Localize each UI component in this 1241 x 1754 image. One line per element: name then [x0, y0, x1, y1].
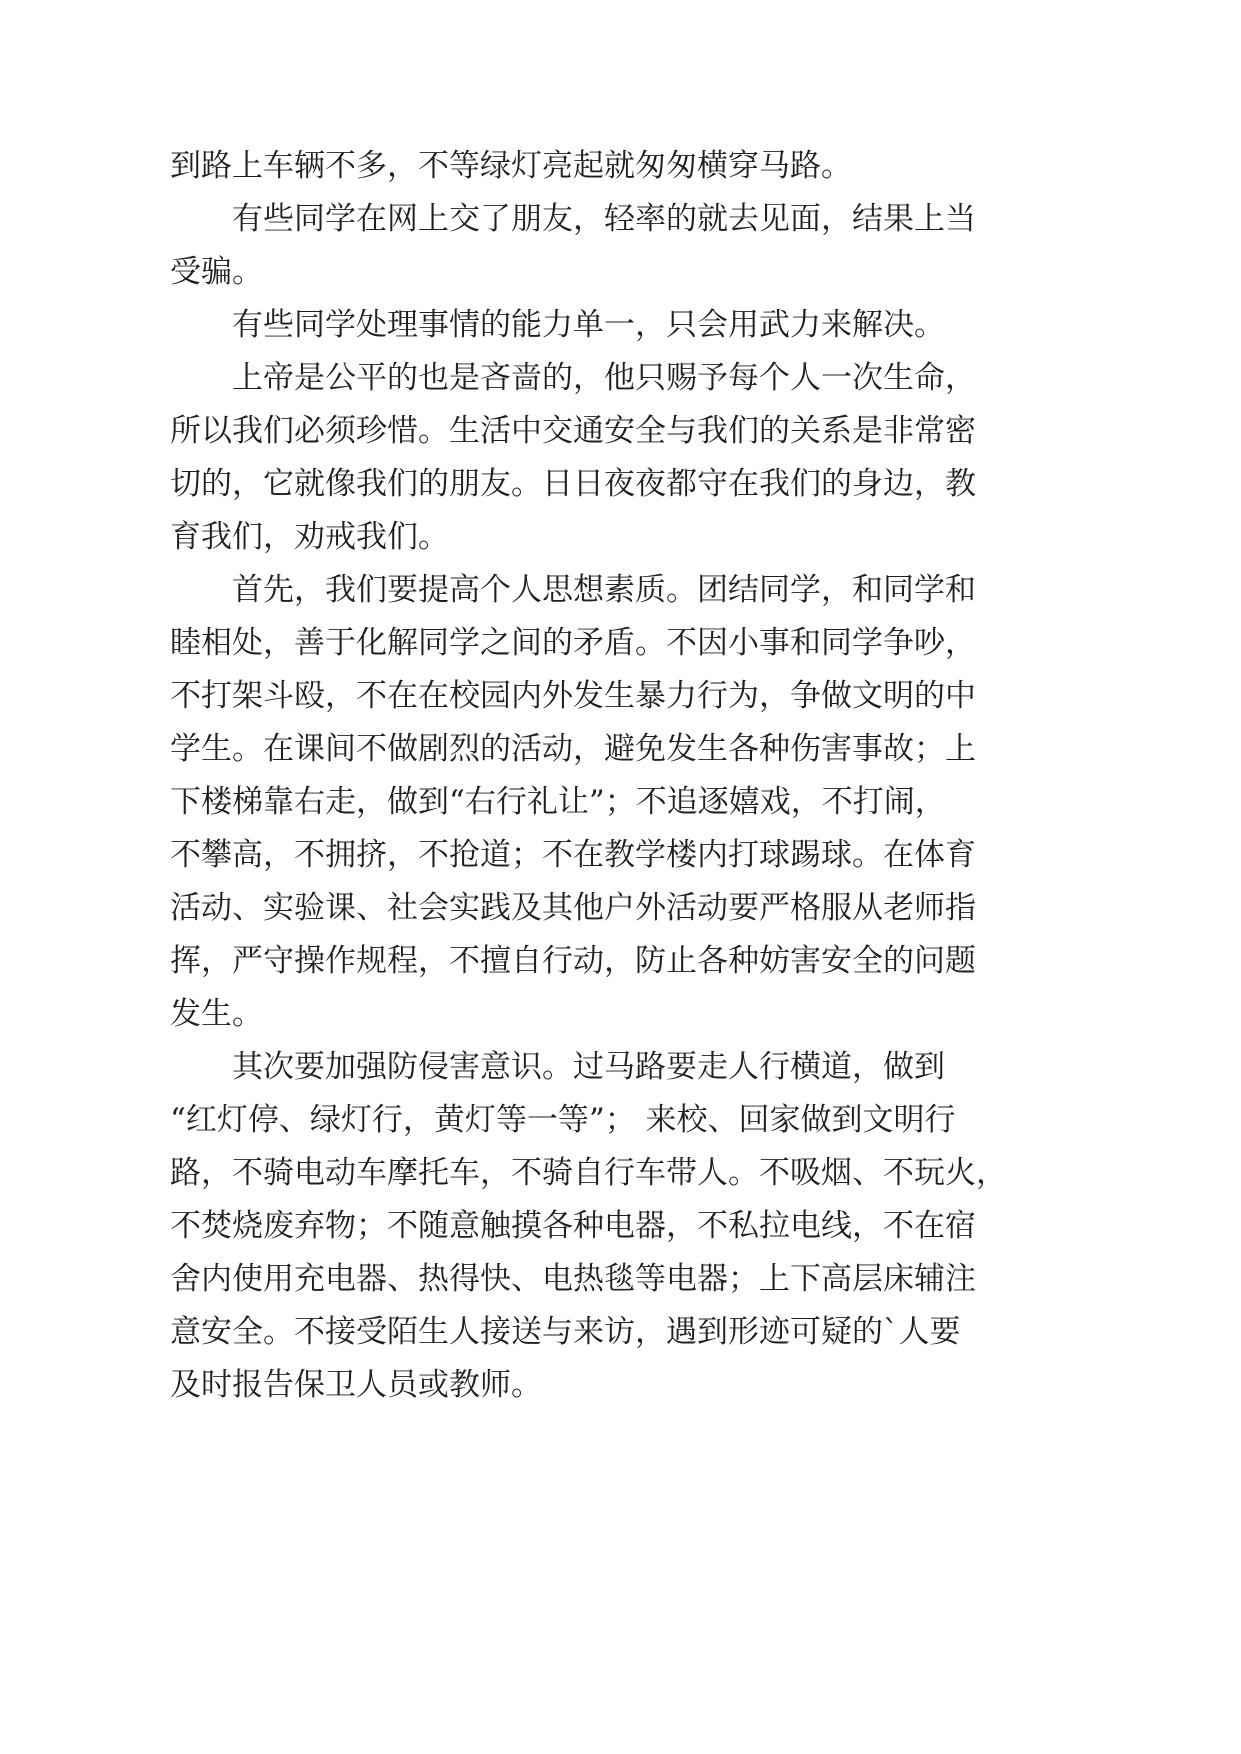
text-line: 不攀高，不拥挤，不抢道；不在教学楼内打球踢球。在体育: [170, 837, 976, 873]
text-line: 上帝是公平的也是吝啬的，他只赐予每个人一次生命，: [232, 360, 976, 396]
text-line: 下楼梯靠右走，做到“右行礼让”；不追逐嬉戏，不打闹，: [170, 784, 946, 820]
text-line: “红灯停、绿灯行，黄灯等一等”； 来校、回家做到文明行: [170, 1102, 956, 1138]
text-line: 到路上车辆不多，不等绿灯亮起就匆匆横穿马路。: [170, 148, 852, 184]
text-line: 发生。: [170, 996, 263, 1032]
text-line: 睦相处，善于化解同学之间的矛盾。不因小事和同学争吵，: [170, 625, 976, 661]
text-line: 不打架斗殴，不在在校园内外发生暴力行为，争做文明的中: [170, 678, 976, 714]
text-line: 不焚烧废弃物；不随意触摸各种电器，不私拉电线，不在宿: [170, 1208, 976, 1244]
text-line: 挥，严守操作规程，不擅自行动，防止各种妨害安全的问题: [170, 943, 976, 979]
text-line: 受骗。: [170, 254, 263, 290]
text-line: 切的，它就像我们的朋友。日日夜夜都守在我们的身边，教: [170, 466, 976, 502]
text-line: 意安全。不接受陌生人接送与来访，遇到形迹可疑的`人要: [170, 1314, 961, 1350]
text-line: 学生。在课间不做剧烈的活动，避免发生各种伤害事故；上: [170, 731, 976, 767]
text-line: 所以我们必须珍惜。生活中交通安全与我们的关系是非常密: [170, 413, 976, 449]
text-line: 及时报告保卫人员或教师。: [170, 1367, 542, 1403]
text-line: 有些同学处理事情的能力单一，只会用武力来解决。: [232, 307, 945, 343]
text-line: 其次要加强防侵害意识。过马路要走人行横道，做到: [232, 1049, 945, 1085]
text-line: 首先，我们要提高个人思想素质。团结同学，和同学和: [232, 572, 976, 608]
text-line: 有些同学在网上交了朋友，轻率的就去见面，结果上当: [232, 201, 976, 237]
text-line: 路，不骑电动车摩托车，不骑自行车带人。不吸烟、不玩火，: [170, 1155, 1007, 1191]
text-line: 育我们，劝戒我们。: [170, 519, 449, 555]
text-line: 舍内使用充电器、热得快、电热毯等电器；上下高层床辅注: [170, 1261, 976, 1297]
text-line: 活动、实验课、社会实践及其他户外活动要严格服从老师指: [170, 890, 976, 926]
